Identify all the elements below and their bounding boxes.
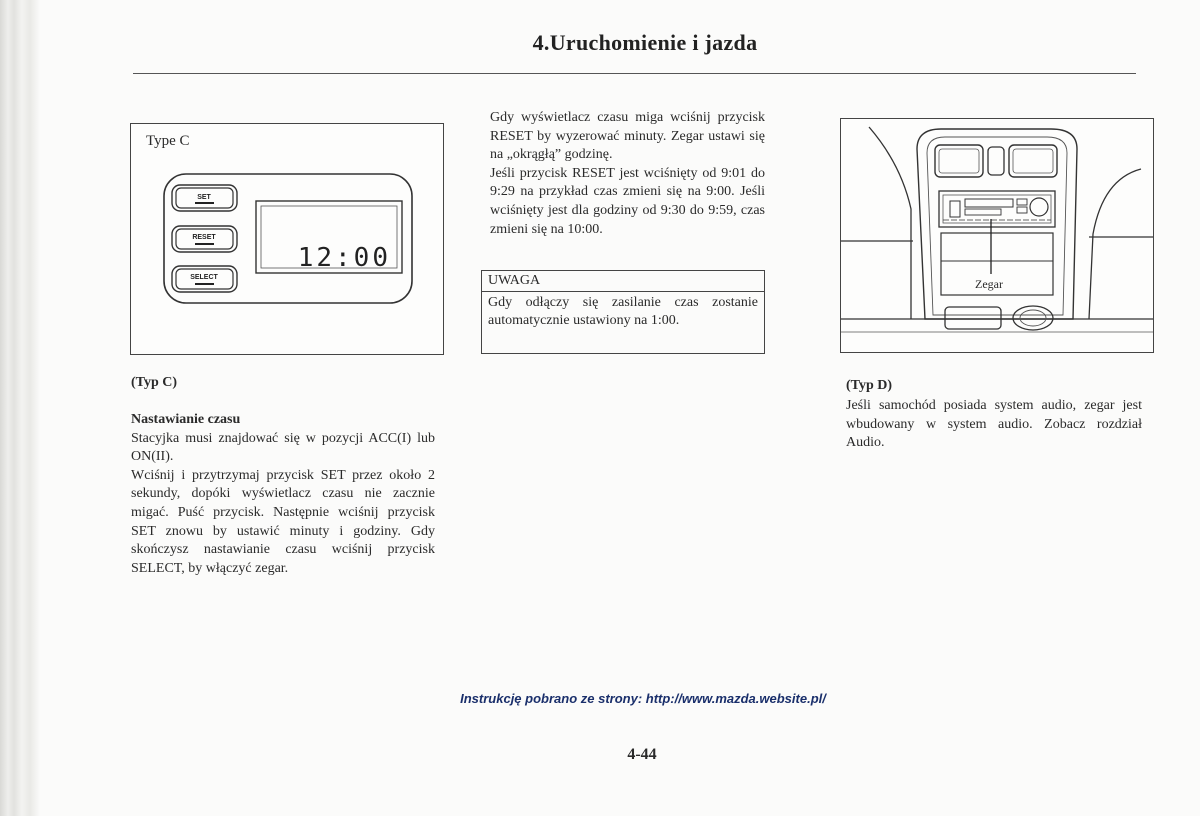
caption-type-c: (Typ C) xyxy=(131,375,178,390)
center-vent-small xyxy=(988,147,1004,175)
reset-button xyxy=(172,226,237,252)
select-button xyxy=(172,266,237,292)
reset-button-label: RESET xyxy=(192,234,216,241)
set-button-label: SET xyxy=(197,194,211,201)
left-column-text xyxy=(131,411,435,578)
note-title: UWAGA xyxy=(482,271,764,292)
paragraph-reset: Gdy wyświetlacz czasu miga wciśnij przycisk RESET by wyzerować minuty. Zegar ustawi się na „okrągłą” godzinę. xyxy=(490,110,765,163)
middle-column-text xyxy=(490,109,765,239)
clock-callout-label: Zegar xyxy=(975,277,1003,291)
paragraph-set-procedure: Wciśnij i przytrzymaj przycisk SET przez około 2 sekundy, dopóki wyświetlacz czasu nie zacznie migać. Puść przycisk. Następnie wciśnij przycisk SET znowu by ustawić minuty i godziny. Gdy skończysz nastawianie czasu wciśnij przycisk SELECT, by włączyć zegar. xyxy=(131,467,435,576)
section-heading: Nastawianie czasu xyxy=(131,412,241,427)
page-binding-edge xyxy=(0,0,40,816)
page-number: 4-44 xyxy=(627,746,657,763)
caption-type-d: (Typ D) xyxy=(846,378,893,393)
note-body: Gdy odłączy się zasilanie czas zostanie automatycznie ustawiony na 1:00. xyxy=(488,295,758,328)
left-vent xyxy=(935,145,983,177)
right-column-text: Jeśli samochód posiada system audio, zegar jest wbudowany w system audio. Zobacz rozdział Audio. xyxy=(846,398,1142,451)
right-vent xyxy=(1009,145,1057,177)
note-box xyxy=(481,270,765,354)
figure-type-d xyxy=(840,118,1154,353)
select-button-label: SELECT xyxy=(190,274,218,281)
header-rule xyxy=(133,73,1136,74)
page-title: 4.Uruchomienie i jazda xyxy=(532,30,758,55)
clock-display-time: 12:00 xyxy=(297,243,391,273)
figure-type-c xyxy=(130,123,444,355)
figure-label-type-c: Type C xyxy=(146,133,190,149)
paragraph-reset-example: Jeśli przycisk RESET jest wciśnięty od 9:01 do 9:29 na przykład czas zmieni się na 9:00. Jeśli wciśnięty jest dla godziny od 9:30 do 9:59, czas zmieni się na 10:00. xyxy=(490,165,765,237)
clock-panel-illustration xyxy=(131,124,443,354)
paragraph-ignition: Stacyjka musi znajdować się w pozycji ACC(I) lub ON(II). xyxy=(131,430,435,465)
footer-source-link[interactable]: Instrukcję pobrano ze strony: http://www.mazda.website.pl/ xyxy=(460,691,826,706)
set-button xyxy=(172,185,237,211)
dashboard-illustration xyxy=(841,119,1153,352)
